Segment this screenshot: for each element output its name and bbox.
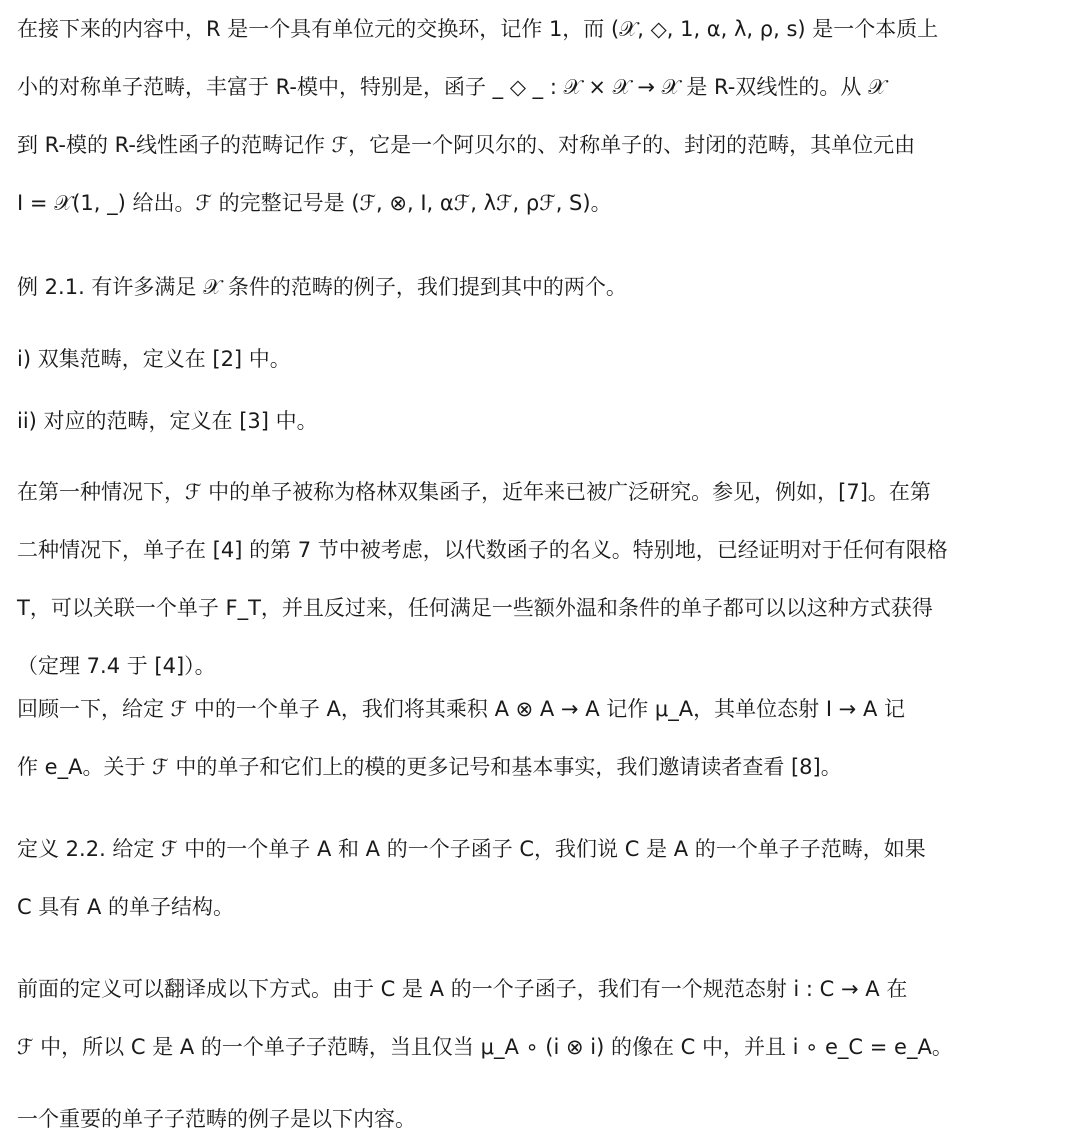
- translation-line-1: 前面的定义可以翻译成以下方式。由于 C 是 A 的一个子函子，我们有一个规范态射 i : C → A 在: [17, 977, 908, 1001]
- example-paragraph: [17, 258, 1067, 316]
- definition-paragraph: [17, 820, 1067, 936]
- definition-line-2: C 具有 A 的单子结构。: [17, 895, 235, 919]
- recall-paragraph: [17, 680, 1067, 796]
- example-line-1: 例 2.1. 有许多满足 𝒳 条件的范畴的例子，我们提到其中的两个。: [17, 275, 627, 299]
- intro-paragraph: [17, 0, 1067, 232]
- list-item-i: i) 双集范畴，定义在 [2] 中。: [17, 347, 291, 371]
- intro-line-3: 到 R-模的 R-线性函子的范畴记作 ℱ，它是一个阿贝尔的、对称单子的、封闭的范畴，其单位元由: [17, 133, 916, 157]
- first-case-line-3: T，可以关联一个单子 F_T，并且反过来，任何满足一些额外温和条件的单子都可以以这种方式获得: [17, 596, 933, 620]
- translation-line-2: ℱ 中，所以 C 是 A 的一个单子子范畴，当且仅当 μ_A ∘ (i ⊗ i) 的像在 C 中，并且 i ∘ e_C = e_A。: [17, 1035, 953, 1059]
- first-case-line-1: 在第一种情况下，ℱ 中的单子被称为格林双集函子，近年来已被广泛研究。参见，例如，[7]。在第: [17, 480, 931, 504]
- list-item: [17, 392, 1067, 450]
- important-line-1: 一个重要的单子子范畴的例子是以下内容。: [17, 1107, 416, 1131]
- list-item: [17, 330, 1067, 388]
- definition-line-1: 定义 2.2. 给定 ℱ 中的一个单子 A 和 A 的一个子函子 C，我们说 C 是 A 的一个单子子范畴，如果: [17, 837, 926, 861]
- first-case-line-4: （定理 7.4 于 [4]）。: [17, 654, 216, 678]
- first-case-paragraph: [17, 463, 1067, 695]
- recall-line-1: 回顾一下，给定 ℱ 中的一个单子 A，我们将其乘积 A ⊗ A → A 记作 μ_A，其单位态射 I → A 记: [17, 697, 905, 721]
- intro-line-2: 小的对称单子范畴，丰富于 R-模中，特别是，函子 _ ◇ _ : 𝒳 × 𝒳 → 𝒳 是 R-双线性的。从 𝒳: [17, 75, 887, 99]
- recall-line-2: 作 e_A。关于 ℱ 中的单子和它们上的模的更多记号和基本事实，我们邀请读者查看 [8]。: [17, 755, 842, 779]
- first-case-line-2: 二种情况下，单子在 [4] 的第 7 节中被考虑，以代数函子的名义。特别地，已经证明对于任何有限格: [17, 538, 948, 562]
- translation-paragraph: [17, 960, 1067, 1076]
- intro-line-1: 在接下来的内容中，R 是一个具有单位元的交换环，记作 1，而 (𝒳, ◇, 1, α, λ, ρ, s) 是一个本质上: [17, 17, 939, 41]
- intro-line-4: I = 𝒳(1, _) 给出。ℱ 的完整记号是 (ℱ, ⊗, I, αℱ, λℱ, ρℱ, S)。: [17, 191, 612, 215]
- important-paragraph: [17, 1090, 1067, 1148]
- list-item-ii: ii) 对应的范畴，定义在 [3] 中。: [17, 409, 318, 433]
